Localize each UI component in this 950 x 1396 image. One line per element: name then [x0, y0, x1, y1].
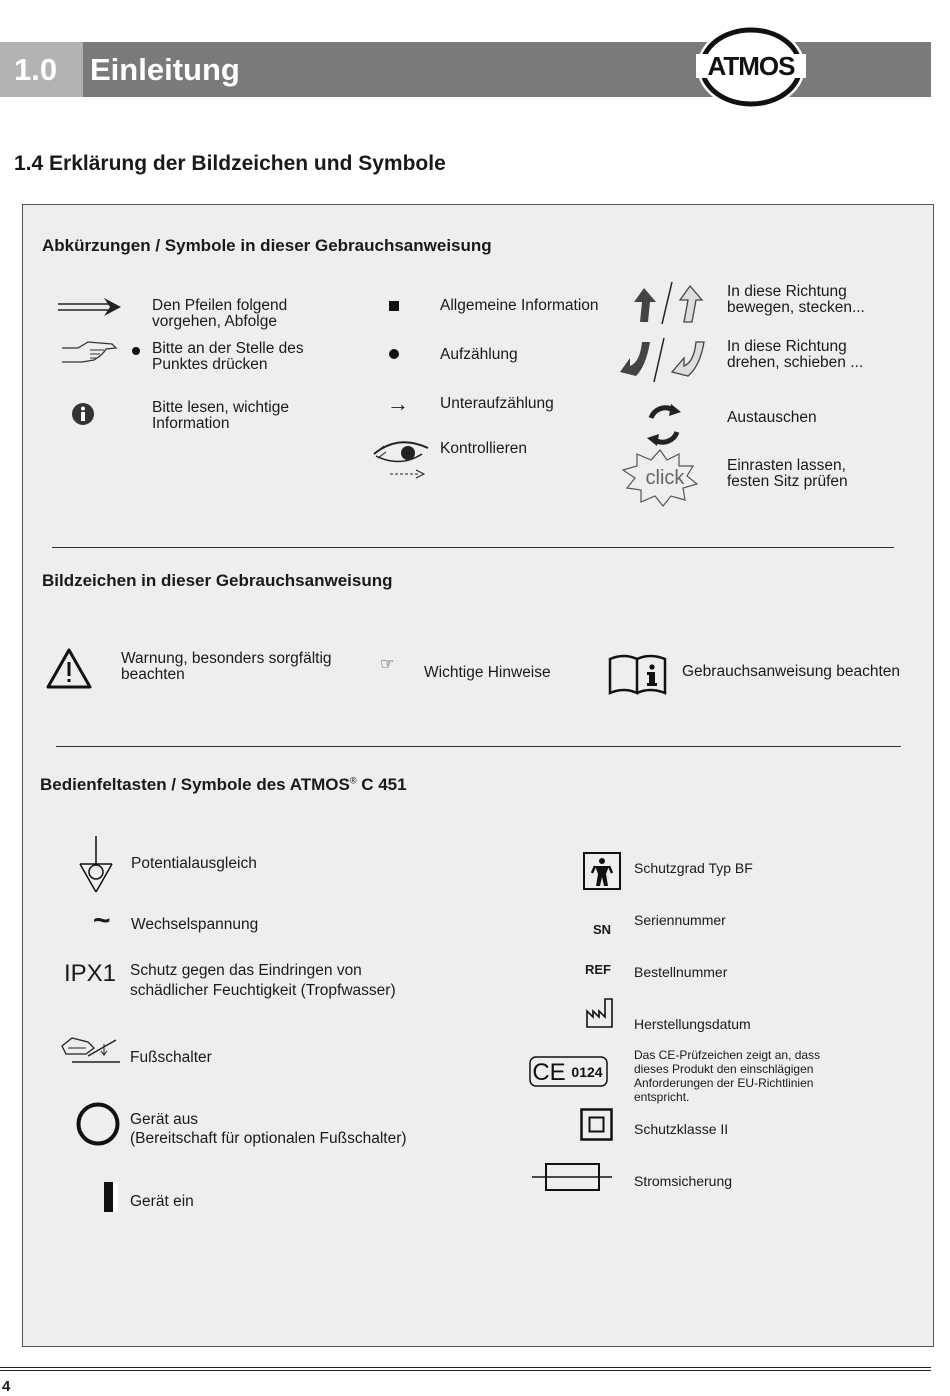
manual-book-icon [608, 653, 668, 700]
key-text-ipx1: Schutz gegen das Eindringen von schädlicher Feuchtigkeit (Tropfwasser) [130, 962, 396, 999]
click-text: click [645, 467, 685, 489]
key-text-factory-date: Herstellungsdatum [634, 1016, 751, 1032]
warning-triangle-icon [46, 647, 92, 694]
factory-date-icon [585, 997, 615, 1034]
section-title: 1.4 Erklärung der Bildzeichen und Symbole [14, 152, 446, 175]
section-number: 1.0 [14, 52, 58, 87]
pict-text-warning: Warnung, besonders sorgfältig beachten [121, 650, 332, 683]
pictograms-heading: Bildzeichen in dieser Gebrauchsanweisung [42, 571, 393, 590]
key-text-equipotential: Potentialausgleich [131, 855, 257, 872]
atmos-logo [696, 25, 806, 109]
double-arrow-icon [58, 298, 122, 321]
abbr-text-arrows: Den Pfeilen folgend vorgehen, Abfolge [152, 297, 288, 330]
serial-number-label: SN [593, 922, 612, 937]
key-text-ref: Bestellnummer [634, 964, 728, 980]
key-text-class-2: Schutzklasse II [634, 1121, 729, 1137]
abbr-text-control: Kontrollieren [440, 440, 528, 457]
square-bullet-icon [389, 301, 399, 311]
round-bullet-icon [389, 349, 399, 359]
logo-text: ATMOS [707, 51, 795, 81]
abbr-text-press: Bitte an der Stelle des Punktes drücken [152, 340, 304, 373]
alternating-current-icon: ~ [93, 904, 111, 937]
key-text-type-bf: Schutzgrad Typ BF [634, 860, 753, 876]
abbr-text-turn: In diese Richtung drehen, schieben ... [727, 338, 864, 371]
equipotential-icon [78, 836, 114, 899]
key-text-serial: Seriennummer [634, 912, 726, 928]
pointing-hand-icon: ☞ [380, 656, 395, 673]
protection-class-2-icon [580, 1108, 614, 1147]
pict-text-notes: Wichtige Hinweise [424, 664, 551, 681]
ce-number: 0124 [571, 1064, 603, 1080]
reference-number-label: REF [585, 962, 611, 977]
divider-2 [56, 746, 901, 747]
abbr-text-general: Allgemeine Information [440, 297, 599, 314]
key-text-fuse: Stromsicherung [634, 1173, 733, 1189]
key-text-footswitch: Fußschalter [130, 1049, 212, 1066]
key-text-power-on: Gerät ein [130, 1193, 194, 1210]
eye-icon [372, 432, 432, 485]
click-burst-icon [621, 448, 699, 511]
abbr-text-subenumeration: Unteraufzählung [440, 395, 554, 412]
type-bf-person-icon [583, 852, 623, 897]
move-arrows-icon [630, 280, 708, 331]
key-text-ac: Wechselspannung [131, 916, 259, 933]
power-off-circle-icon [76, 1102, 122, 1153]
ce-mark-icon [529, 1056, 609, 1093]
fuse-icon [532, 1162, 614, 1197]
ipx1-label: IPX1 [64, 960, 117, 987]
footer-rule-2 [0, 1370, 931, 1371]
chapter-title: Einleitung [90, 52, 240, 87]
power-on-bar-icon [104, 1182, 118, 1212]
panel-keys-heading: Bedienfeltasten / Symbole des ATMOS® C 451 [40, 775, 407, 794]
key-text-power-off: Gerät aus (Bereitschaft für optionalen Fußschalter) [130, 1111, 407, 1147]
divider-1 [52, 547, 894, 548]
ce-glyph: CE [532, 1059, 566, 1086]
abbr-text-info: Bitte lesen, wichtige Information [152, 399, 289, 432]
exchange-arrows-icon [643, 404, 685, 451]
small-arrow-icon: → [387, 391, 409, 416]
key-text-ce: Das CE-Prüfzeichen zeigt an, dass dieses Produkt den einschlägigen Anforderungen der EU-Richtlinien entspricht. [634, 1048, 821, 1104]
abbr-text-enumeration: Aufzählung [440, 346, 518, 363]
abbr-text-exchange: Austauschen [727, 409, 817, 426]
abbr-text-click: Einrasten lassen, festen Sitz prüfen [727, 457, 848, 490]
abbreviations-heading: Abkürzungen / Symbole in dieser Gebrauchsanweisung [42, 236, 492, 255]
pict-text-manual: Gebrauchsanweisung beachten [682, 663, 901, 680]
turn-arrows-icon [616, 336, 708, 389]
page-number: 4 [2, 1378, 11, 1395]
info-circle-icon [71, 402, 95, 431]
foot-switch-icon [60, 1034, 122, 1069]
press-point-hand-icon [60, 340, 144, 371]
footer-rule-1 [0, 1367, 931, 1368]
abbr-text-move: In diese Richtung bewegen, stecken... [727, 283, 865, 316]
